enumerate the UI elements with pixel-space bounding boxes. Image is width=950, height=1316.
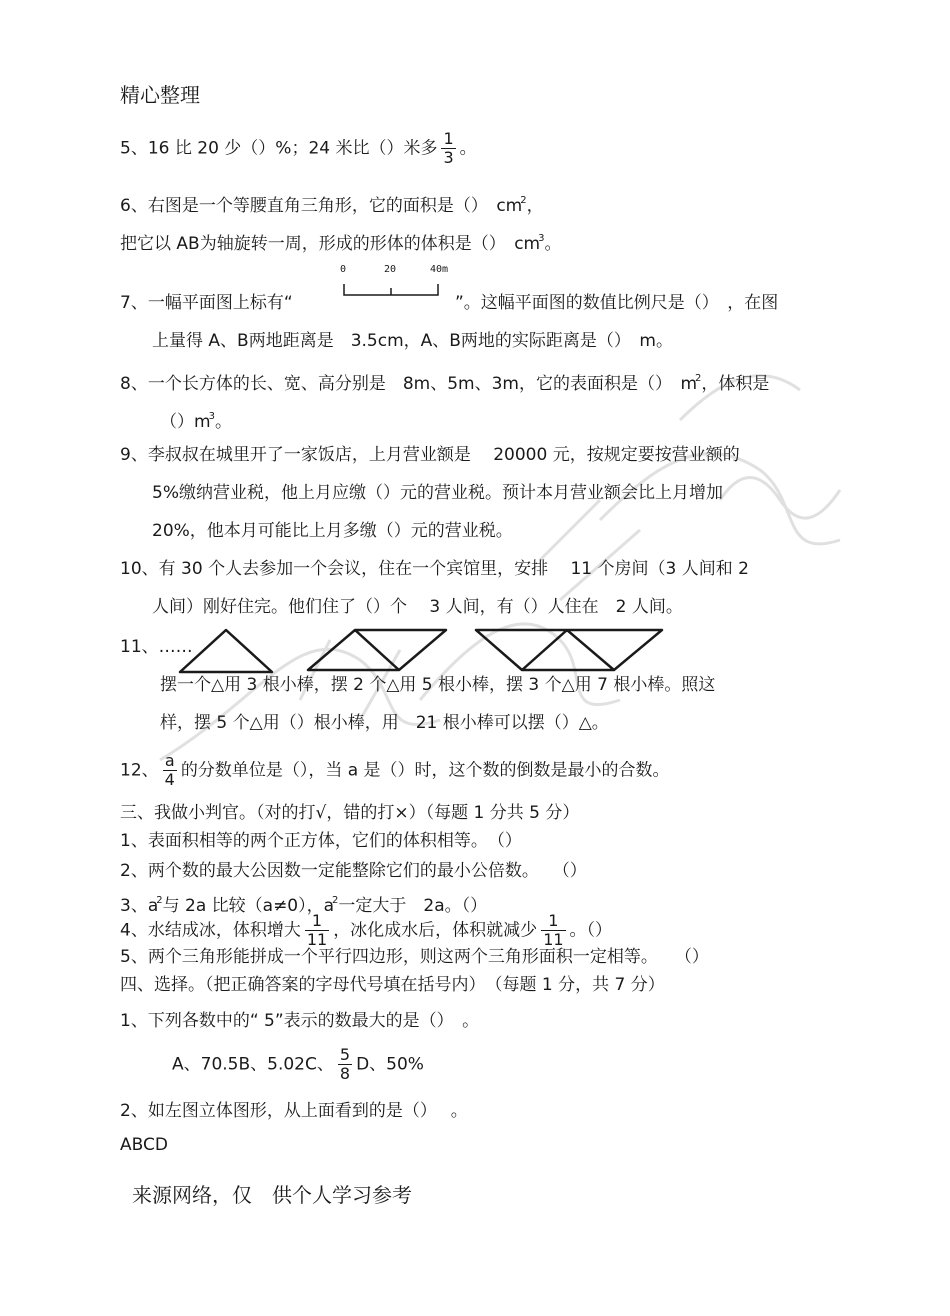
question-5-end: 。 bbox=[459, 138, 477, 159]
judge-item-4-c: 。（） bbox=[569, 920, 613, 941]
fraction-numerator: 5 bbox=[339, 1045, 351, 1064]
question-9-line-2: 5%缴纳营业税，他上月应缴（）元的营业税。预计本月营业额会比上月增加 bbox=[152, 483, 723, 503]
question-9-line-1: 9、李叔叔在城里开了一家饭店，上月营业额是 20000 元，按规定要按营业额的 bbox=[120, 445, 740, 465]
choice-options-a: A、70.5B、5.02C、 bbox=[172, 1054, 334, 1075]
question-9-line-3: 20%，他本月可能比上月多缴（）元的营业税。 bbox=[152, 521, 513, 541]
question-5-text: 5、16 比 20 少（）%；24 米比（）米多 bbox=[120, 138, 438, 159]
superscript: 2 bbox=[156, 895, 163, 906]
question-8-text-2: （）m bbox=[160, 412, 211, 432]
fraction-numerator: a bbox=[163, 752, 177, 771]
question-6-tail-1: ， bbox=[526, 196, 544, 216]
fraction bbox=[541, 912, 565, 949]
fraction-denominator: 8 bbox=[339, 1064, 351, 1083]
superscript: 2 bbox=[520, 195, 527, 206]
judge-item-2: 2、两个数的最大公因数一定能整除它们的最小公倍数。 （） bbox=[120, 861, 587, 881]
judge-item-1: 1、表面积相等的两个正方体，它们的体积相等。 （） bbox=[120, 831, 522, 851]
fraction bbox=[305, 912, 329, 949]
scale-label-0: 0 bbox=[340, 264, 347, 275]
fraction-denominator: 11 bbox=[306, 930, 328, 949]
judge-item-3-b: 与 2a 比较（a≠0），a bbox=[162, 896, 335, 916]
fraction bbox=[163, 752, 177, 789]
section-4-title: 四、选择。（把正确答案的字母代号填在括号内） （每题 1 分，共 7 分） bbox=[120, 975, 665, 995]
superscript: 3 bbox=[208, 411, 215, 422]
superscript: 3 bbox=[538, 233, 545, 244]
fraction bbox=[338, 1046, 352, 1083]
question-6-text-1: 6、右图是一个等腰直角三角形，它的面积是（） cm bbox=[120, 196, 523, 216]
choice-item-1: 1、下列各数中的“ 5”表示的数最大的是（） 。 bbox=[120, 1011, 480, 1031]
judge-item-4-b: ，冰化成水后，体积就减少 bbox=[333, 920, 538, 941]
scale-label-40m: 40m bbox=[430, 264, 449, 275]
question-8-text-1: 8、一个长方体的长、宽、高分别是 8m、5m、3m，它的表面积是（） m bbox=[120, 374, 698, 394]
page-footer: 来源网络，仅 供个人学习参考 bbox=[132, 1183, 412, 1207]
question-7-part-b: ”。这幅平面图的数值比例尺是（） ，在图 bbox=[455, 293, 779, 313]
question-12 bbox=[120, 752, 670, 789]
superscript: 2 bbox=[695, 373, 702, 384]
fraction-numerator: 1 bbox=[541, 912, 565, 931]
scale-label-20: 20 bbox=[384, 264, 397, 275]
judge-item-3-a: 3、a bbox=[120, 896, 159, 916]
choice-item-2: 2、如左图立体图形，从上面看到的是（） 。 bbox=[120, 1101, 468, 1121]
fraction-denominator: 3 bbox=[443, 148, 454, 167]
fraction-denominator: 4 bbox=[164, 770, 175, 789]
triangles-2-icon bbox=[308, 630, 446, 670]
question-7-part-a: 7、一幅平面图上标有“ bbox=[120, 293, 293, 313]
section-3-title: 三、我做小判官。（对的打√，错的打×）（每题 1 分共 5 分） bbox=[120, 803, 580, 823]
fraction-denominator: 11 bbox=[543, 930, 564, 949]
question-10-line-1: 10、有 30 个人去参加一个会议，住在一个宾馆里，安排 11 个房间（3 人间和 2 bbox=[120, 559, 749, 579]
question-7-line-2: 上量得 A、B两地距离是 3.5cm，A、B两地的实际距离是（） m。 bbox=[152, 331, 673, 351]
judge-item-4 bbox=[120, 912, 612, 949]
superscript: 2 bbox=[332, 895, 339, 906]
page-header: 精心整理 bbox=[120, 83, 200, 107]
question-11-label: 11、…… bbox=[120, 637, 193, 657]
judge-item-5: 5、两个三角形能拼成一个平行四边形，则这两个三角形面积一定相等。 （） bbox=[120, 947, 709, 967]
question-12-number: 12、 bbox=[120, 760, 159, 781]
choice-options-b: D、50% bbox=[356, 1054, 424, 1075]
fraction-numerator: 1 bbox=[305, 912, 329, 931]
question-8-tail-2: 。 bbox=[214, 412, 232, 432]
question-6-tail-2: 。 bbox=[544, 234, 562, 254]
question-11-line-1: 摆一个△用 3 根小棒，摆 2 个△用 5 根小棒，摆 3 个△用 7 根小棒。照这 bbox=[160, 675, 716, 695]
fraction-numerator: 1 bbox=[443, 129, 454, 148]
judge-item-4-a: 4、水结成冰，体积增大 bbox=[120, 920, 301, 941]
question-12-text: 的分数单位是（），当 a 是（）时，这个数的倒数是最小的合数。 bbox=[180, 760, 670, 781]
triangles-3-icon bbox=[476, 630, 662, 670]
triangle-icon bbox=[180, 630, 272, 672]
judge-item-3-c: 一定大于 2a。（） bbox=[338, 896, 488, 916]
choice-item-1-options bbox=[172, 1046, 424, 1083]
question-8-tail-1: ，体积是 bbox=[701, 374, 770, 394]
question-10-line-2: 人间）刚好住完。他们住了（）个 3 人间，有（）人住在 2 人间。 bbox=[152, 597, 683, 617]
question-6-text-2: 把它以 AB为轴旋转一周，形成的形体的体积是（） cm bbox=[120, 234, 541, 254]
question-11-line-2: 样，摆 5 个△用（）根小棒，用 21 根小棒可以摆（）△。 bbox=[160, 713, 609, 733]
choice-item-2-options: ABCD bbox=[120, 1135, 168, 1155]
